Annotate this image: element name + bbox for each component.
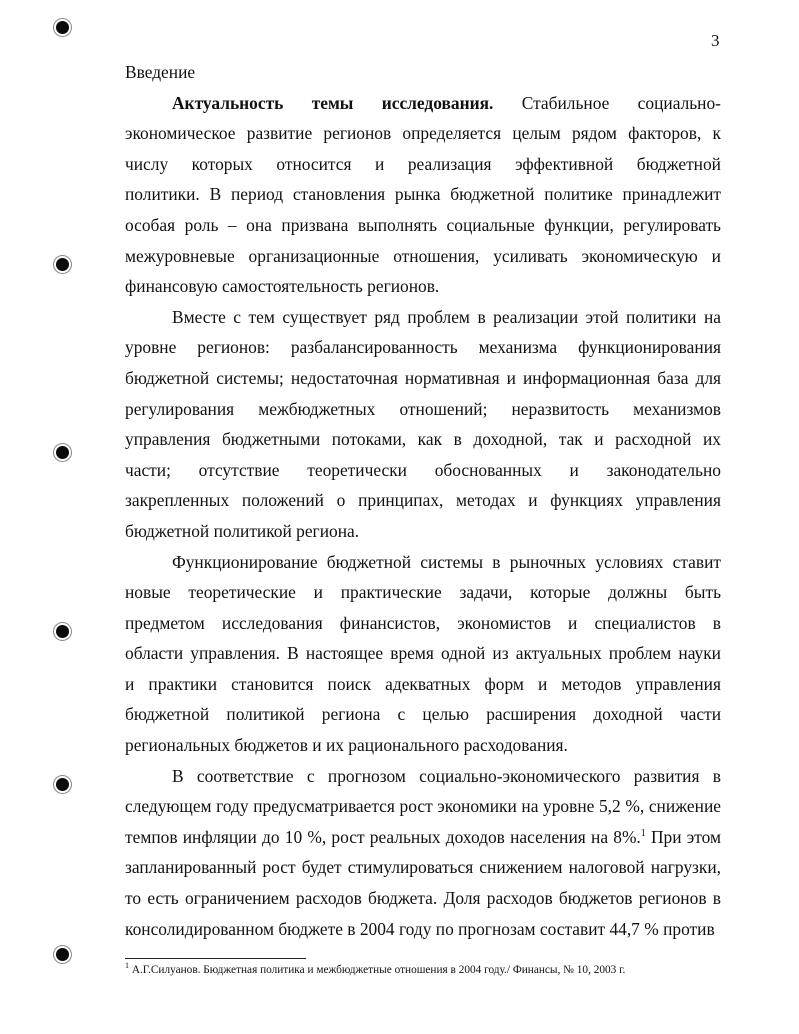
paragraph — [125, 302, 721, 547]
text-line: бюджетной политикой региона с целью расширения доходной части — [125, 704, 721, 725]
word: социально- — [637, 92, 721, 113]
text-line: следующем году предусматривается рост экономики на уровне 5,2 %, снижение — [125, 796, 721, 817]
paragraphs — [125, 88, 721, 945]
text-line: закрепленных положений о принципах, методах и функциях управления — [125, 490, 721, 511]
text-line: части; отсутствие теоретически обоснованных и законодательно — [125, 459, 721, 480]
footnote-text: А.Г.Силуанов. Бюджетная политика и межбюджетные отношения в 2004 году./ Финансы, № 10, 2003 г. — [129, 964, 626, 976]
paragraph — [125, 88, 721, 302]
text-line: В соответствие с прогнозом социально-экономического развития в — [172, 765, 721, 786]
text-line: межуровневые организационные отношения, усиливать экономическую и — [125, 245, 721, 266]
text-line: уровне регионов: разбалансированность механизма функционирования — [125, 337, 721, 358]
text-line: Вместе с тем существует ряд проблем в реализации этой политики на — [172, 306, 721, 327]
line-text: При этом — [645, 826, 721, 847]
binder-hole — [56, 21, 69, 34]
footnote-separator — [125, 958, 306, 959]
text-line: бюджетной политикой региона. — [125, 520, 360, 541]
line-text: темпов инфляции до 10 %, рост реальных доходов населения на 8%. — [125, 826, 641, 847]
text-line: экономическое развитие регионов определяется целым рядом факторов, к — [125, 123, 721, 144]
text-line: числу которых относится и реализация эффективной бюджетной — [125, 153, 721, 174]
text-line: запланированный рост будет стимулироваться снижением налоговой нагрузки, — [125, 857, 721, 878]
text-line: и практики становится поиск адекватных форм и методов управления — [125, 673, 721, 694]
bold-lead-word: Актуальность — [172, 92, 284, 113]
footnote-reference: 1 — [640, 828, 646, 840]
binder-hole — [56, 625, 69, 638]
page-number: 3 — [711, 31, 720, 50]
word: Стабильное — [521, 92, 610, 113]
text-line: особая роль – она призвана выполнять социальные функции, регулировать — [125, 214, 721, 235]
footnote — [125, 961, 626, 976]
paragraph — [125, 761, 721, 945]
text-line: регулирования межбюджетных отношений; неразвитость механизмов — [125, 398, 721, 419]
bold-lead-word: темы — [311, 92, 354, 113]
text-line: предметом исследования финансистов, экономистов и специалистов в — [125, 612, 721, 633]
binder-hole — [56, 778, 69, 791]
text-line — [125, 88, 721, 119]
text-line: консолидированном бюджете в 2004 году по прогнозам составит 44,7 % против — [125, 918, 715, 939]
text-line: новые теоретические и практические задачи, которые должны быть — [125, 582, 721, 603]
text-line: то есть ограничением расходов бюджета. Доля расходов бюджетов регионов в — [125, 888, 721, 909]
text-line — [125, 822, 721, 853]
section-heading: Введение — [125, 62, 196, 82]
text-line: финансовую самостоятельность регионов. — [125, 276, 440, 297]
text-line: политики. В период становления рынка бюджетной политике принадлежит — [125, 184, 721, 205]
text-line: области управления. В настоящее время одной из актуальных проблем науки — [125, 643, 721, 664]
binder-hole — [56, 948, 69, 961]
bold-lead-word: исследования. — [381, 92, 494, 113]
paragraph — [125, 547, 721, 761]
footnote-marker: 1 — [125, 961, 129, 971]
binder-hole — [56, 446, 69, 459]
text-line: региональных бюджетов и их рационального расходования. — [125, 735, 568, 756]
binder-hole — [56, 258, 69, 271]
text-line: Функционирование бюджетной системы в рыночных условиях ставит — [172, 551, 721, 572]
text-line: бюджетной системы; недостаточная нормативная и информационная база для — [125, 367, 721, 388]
document-body — [125, 57, 721, 944]
text-line: управления бюджетными потоками, как в доходной, так и расходной их — [125, 429, 721, 450]
